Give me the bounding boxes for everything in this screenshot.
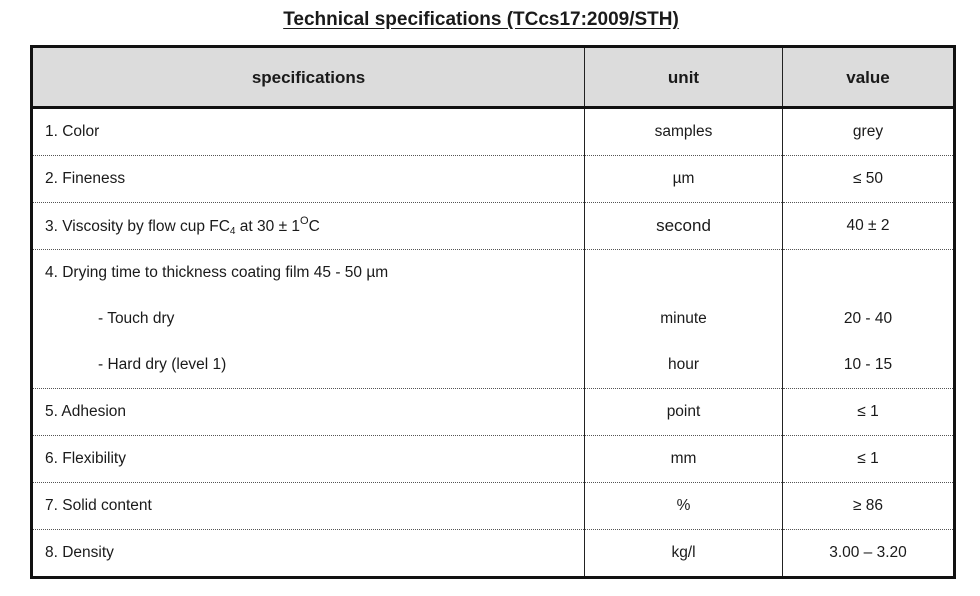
spec-text: 3. Viscosity by flow cup FC bbox=[45, 218, 230, 235]
unit-cell bbox=[585, 250, 783, 389]
table-header-row bbox=[32, 47, 955, 108]
value-cell: 40 ± 2 bbox=[783, 203, 955, 250]
unit-cell: second bbox=[585, 203, 783, 250]
value-cell: ≤ 1 bbox=[783, 389, 955, 436]
spec-subitem: - Touch dry bbox=[98, 310, 175, 327]
spec-subitem: - Hard dry (level 1) bbox=[98, 356, 227, 373]
spec-cell: 8. Density bbox=[32, 530, 585, 578]
unit-cell: µm bbox=[585, 156, 783, 203]
spec-cell bbox=[32, 250, 585, 389]
value-cell bbox=[783, 250, 955, 389]
unit-subitem: hour bbox=[667, 356, 700, 373]
table-row bbox=[32, 108, 955, 156]
table-row bbox=[32, 530, 955, 578]
unit-cell: mm bbox=[585, 436, 783, 483]
unit-subitem: minute bbox=[660, 310, 707, 327]
header-value: value bbox=[783, 47, 955, 108]
unit-cell: kg/l bbox=[585, 530, 783, 578]
unit-cell: % bbox=[585, 483, 783, 530]
spec-superscript: O bbox=[300, 215, 309, 227]
header-unit: unit bbox=[585, 47, 783, 108]
value-cell: ≥ 86 bbox=[783, 483, 955, 530]
value-cell: grey bbox=[783, 108, 955, 156]
value-cell: ≤ 50 bbox=[783, 156, 955, 203]
unit-cell: samples bbox=[585, 108, 783, 156]
spec-cell: 7. Solid content bbox=[32, 483, 585, 530]
value-subitem: 20 - 40 bbox=[843, 310, 893, 327]
table-row bbox=[32, 436, 955, 483]
header-specifications: specifications bbox=[32, 47, 585, 108]
unit-cell: point bbox=[585, 389, 783, 436]
spec-cell: 1. Color bbox=[32, 108, 585, 156]
value-cell: 3.00 – 3.20 bbox=[783, 530, 955, 578]
table-row bbox=[32, 203, 955, 250]
spec-cell: 6. Flexibility bbox=[32, 436, 585, 483]
value-cell: ≤ 1 bbox=[783, 436, 955, 483]
spec-subscript: 4 bbox=[229, 226, 236, 237]
spec-text: at 30 ± 1 bbox=[235, 218, 301, 235]
spec-cell: 5. Adhesion bbox=[32, 389, 585, 436]
spec-cell: 2. Fineness bbox=[32, 156, 585, 203]
page-title: Technical specifications (TCcs17:2009/STH) bbox=[283, 9, 679, 30]
table-row bbox=[32, 250, 955, 389]
spec-cell bbox=[32, 203, 585, 250]
spec-group-heading: 4. Drying time to thickness coating film 45 - 50 µm bbox=[45, 264, 389, 281]
value-subitem: 10 - 15 bbox=[843, 356, 893, 373]
specifications-table bbox=[30, 45, 956, 579]
table-row bbox=[32, 483, 955, 530]
spec-text: C bbox=[308, 218, 320, 235]
table-row bbox=[32, 389, 955, 436]
table-row bbox=[32, 156, 955, 203]
